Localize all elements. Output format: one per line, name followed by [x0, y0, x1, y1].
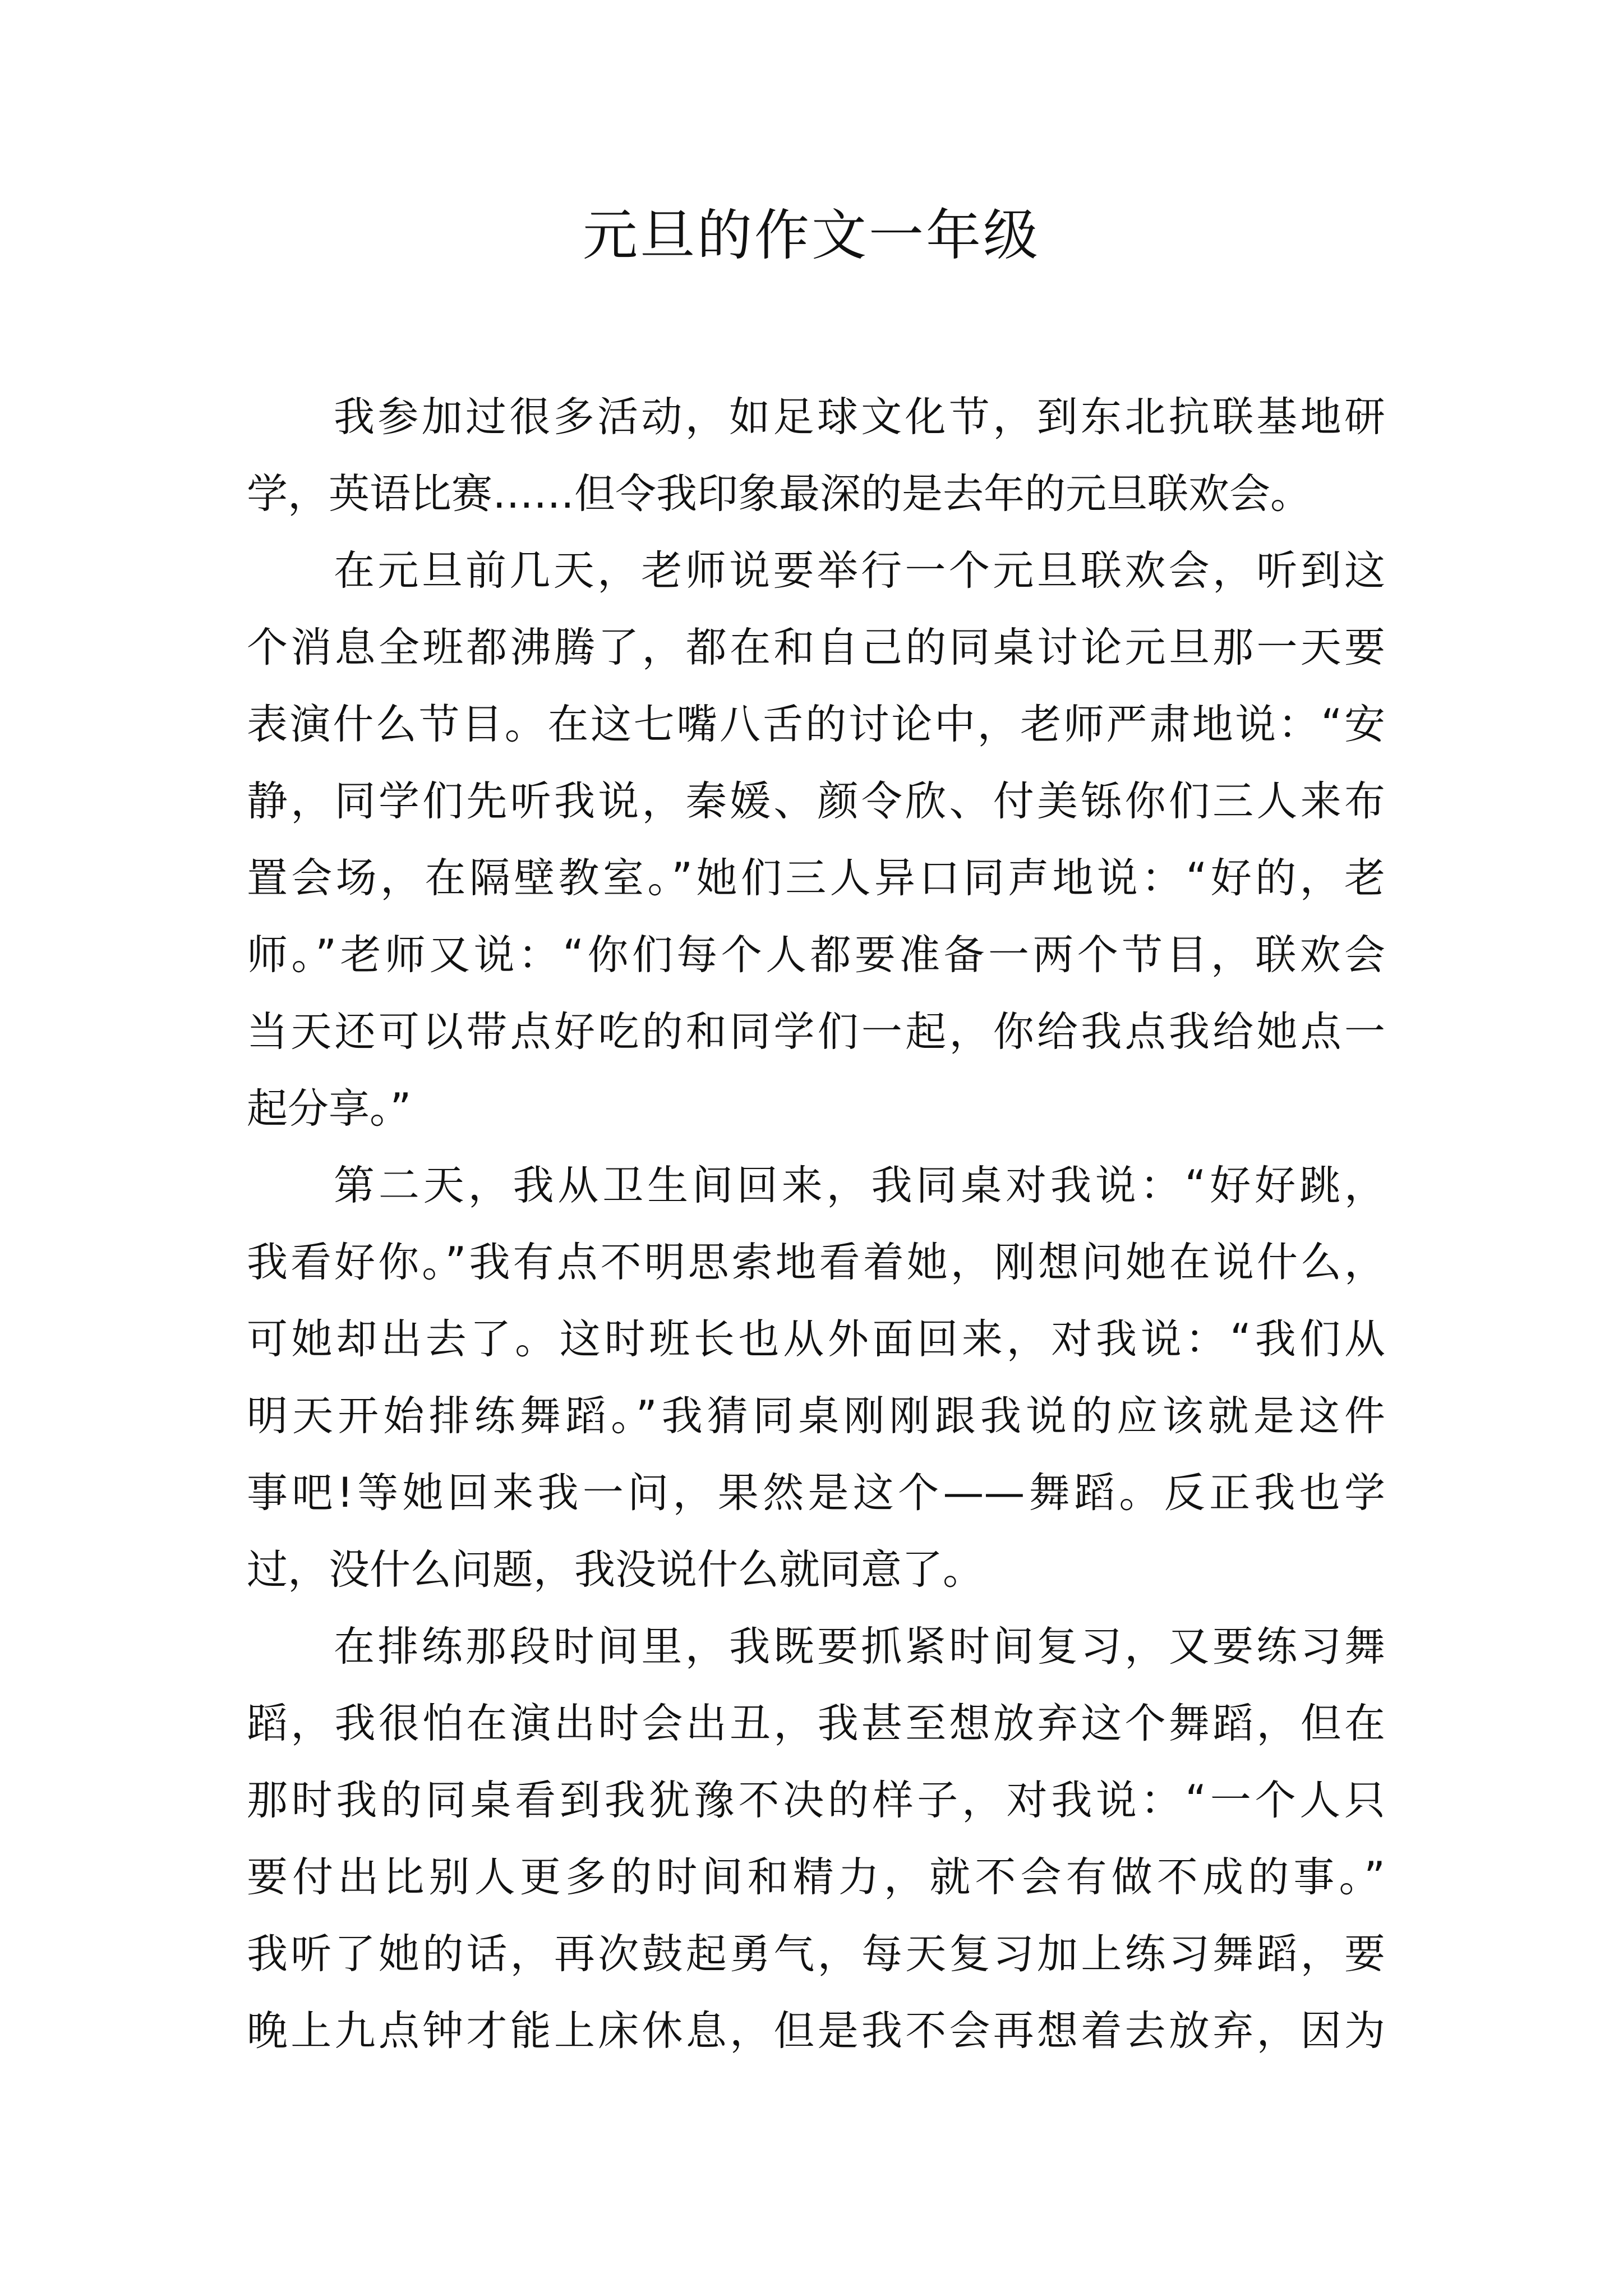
text-line: 第二天，我从卫生间回来，我同桌对我说：“好好跳， [334, 1162, 1385, 1209]
text-line: 当天还可以带点好吃的和同学们一起，你给我点我给她点一 [247, 1008, 1385, 1056]
text-line: 我参加过很多活动，如足球文化节，到东北抗联基地研 [334, 393, 1385, 441]
text-line: 蹈，我很怕在演出时会出丑，我甚至想放弃这个舞蹈，但在 [247, 1700, 1385, 1747]
text-line: 事吧!等她回来我一问，果然是这个——舞蹈。反正我也学 [247, 1469, 1385, 1517]
text-line: 置会场，在隔壁教室。”她们三人异口同声地说：“好的，老 [247, 854, 1385, 902]
text-line: 师。”老师又说：“你们每个人都要准备一两个节目，联欢会 [247, 931, 1385, 979]
text-line: 在排练那段时间里，我既要抓紧时间复习，又要练习舞 [334, 1623, 1385, 1671]
text-line: 在元旦前几天，老师说要举行一个元旦联欢会，听到这 [334, 547, 1385, 595]
text-line: 表演什么节目。在这七嘴八舌的讨论中，老师严肃地说：“安 [247, 701, 1385, 748]
text-line: 我看好你。”我有点不明思索地看着她，刚想问她在说什么， [247, 1239, 1385, 1286]
text-line: 我听了她的话，再次鼓起勇气，每天复习加上练习舞蹈，要 [247, 1930, 1385, 1978]
text-line: 起分享。” [247, 1085, 412, 1133]
text-line: 晚上九点钟才能上床休息，但是我不会再想着去放弃，因为 [247, 2007, 1385, 2055]
text-line: 个消息全班都沸腾了，都在和自己的同桌讨论元旦那一天要 [247, 624, 1385, 671]
text-line: 那时我的同桌看到我犹豫不决的样子，对我说：“一个人只 [247, 1777, 1385, 1824]
text-line: 明天开始排练舞蹈。”我猜同桌刚刚跟我说的应该就是这件 [247, 1392, 1385, 1440]
document-title: 元旦的作文一年级 [582, 204, 1040, 268]
essay-body [247, 379, 1385, 2069]
text-line: 学，英语比赛……但令我印象最深的是去年的元旦联欢会。 [247, 470, 1311, 518]
text-line: 过，没什么问题，我没说什么就同意了。 [247, 1546, 984, 1594]
text-line: 可她却出去了。这时班长也从外面回来，对我说：“我们从 [247, 1315, 1385, 1363]
text-line: 静，同学们先听我说，秦媛、颜令欣、付美铄你们三人来布 [247, 777, 1385, 825]
text-line: 要付出比别人更多的时间和精力，就不会有做不成的事。” [247, 1853, 1385, 1901]
